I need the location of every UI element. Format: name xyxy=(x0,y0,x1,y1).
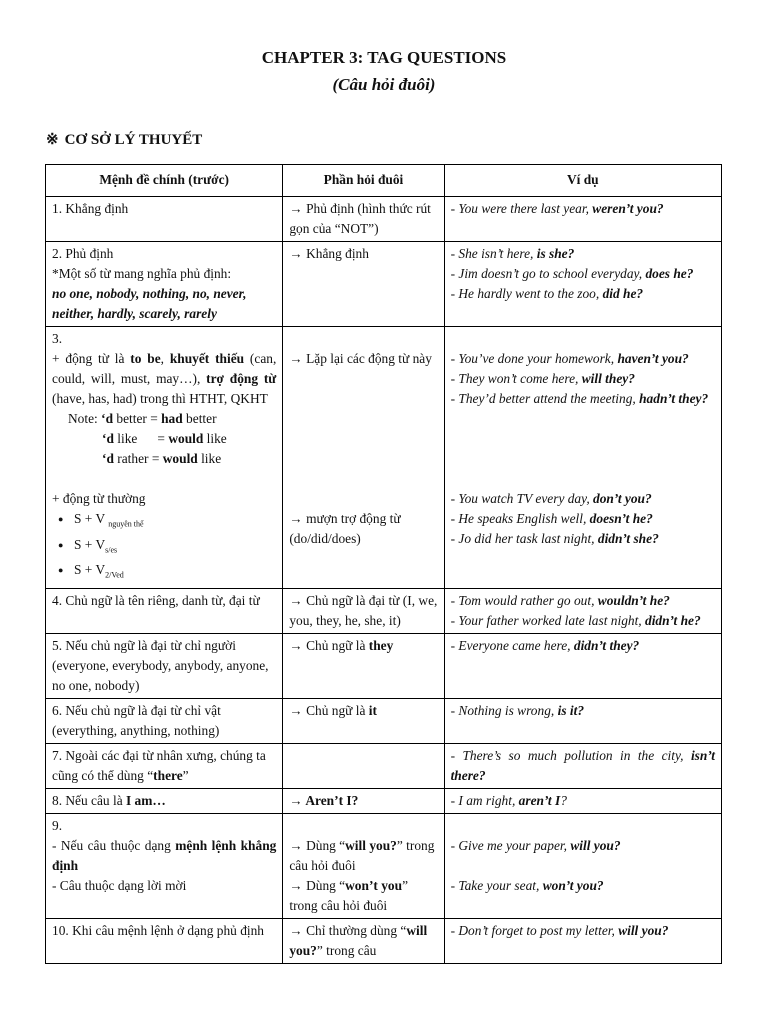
table-row xyxy=(46,744,722,789)
header-example: Ví dụ xyxy=(444,165,721,197)
example-line: - Give me your paper, will you? xyxy=(450,838,621,854)
tag-question-table xyxy=(45,164,722,964)
section-heading xyxy=(46,130,202,149)
reference-mark-icon: ※ xyxy=(46,132,59,148)
tag-cell: → Chủ ngữ là it xyxy=(283,699,444,744)
table-row xyxy=(46,589,722,634)
example-line: - You watch TV every day, don’t you? xyxy=(450,491,652,506)
tag-cell: → Phủ định (hình thức rút gọn của “NOT”) xyxy=(283,197,444,242)
rule-cell: 8. Nếu câu là I am… xyxy=(46,789,283,814)
example-cell: - Don’t forget to post my letter, will you? xyxy=(444,919,721,964)
chapter-title: CHAPTER 3: TAG QUESTIONS xyxy=(261,48,507,67)
rule-cell: 4. Chủ ngữ là tên riêng, danh từ, đại từ xyxy=(46,589,283,634)
example-cell: - Everyone came here, didn’t they? xyxy=(444,634,721,699)
example-line: - He hardly went to the zoo, did he? xyxy=(450,286,644,301)
table-row xyxy=(46,197,722,242)
rule-cell: 9. - Nếu câu thuộc dạng mệnh lệnh khẳng định - Câu thuộc dạng lời mời xyxy=(46,814,283,919)
table-row xyxy=(46,242,722,327)
example-cell xyxy=(444,242,721,327)
example-line: - Take your seat, won’t you? xyxy=(450,878,604,894)
table-row xyxy=(46,814,722,919)
table-row xyxy=(46,634,722,699)
example-line: - They’d better attend the meeting, hadn’t they? xyxy=(450,391,709,406)
example-line: - Your father worked late last night, didn’t he? xyxy=(450,613,701,629)
bullet-item: ● $S + V_{2/Ved}$ xyxy=(52,560,276,586)
example-cell xyxy=(444,814,721,919)
header-tag: Phần hỏi đuôi xyxy=(283,165,444,197)
example-line: - He speaks English well, doesn’t he? xyxy=(450,511,653,526)
tag-cell: → Chủ ngữ là đại từ (I, we, you, they, he, she, it) xyxy=(283,589,444,634)
note-line: Note: ‘d better = had better xyxy=(68,411,217,426)
header-main-clause: Mệnh đề chính (trước) xyxy=(46,165,283,197)
rule-cell: 7. Ngoài các đại từ nhân xưng, chúng ta cũng có thể dùng “there” xyxy=(46,744,283,789)
table-row xyxy=(46,327,722,589)
example-line: - They won’t come here, will they? xyxy=(450,371,635,386)
tag-cell: → Khẳng định xyxy=(283,242,444,327)
bullet-item: ● S + V $_{nguyên thể}$ xyxy=(52,509,276,535)
example-cell: - I am right, aren’t I? xyxy=(444,789,721,814)
table-header-row xyxy=(46,165,722,197)
rule-cell: 3. + động từ là to be, khuyết thiếu (can, could, will, must, may…), trợ động từ (have, has, had) trong thì HTHT, QKHT Note: ‘d better = had better ‘d like = would like ‘d rather = would like + động từ thường ● S + V $_{nguyên thể}$ ● $S + V_{s/es}$ ● $S + V_{2/Ved}$ xyxy=(46,327,283,589)
example-cell: - Nothing is wrong, is it? xyxy=(444,699,721,744)
note-line: ‘d rather = would like xyxy=(102,451,222,466)
rule-cell: 6. Nếu chủ ngữ là đại từ chỉ vật (everything, anything, nothing) xyxy=(46,699,283,744)
example-cell xyxy=(444,197,721,242)
table-row xyxy=(46,789,722,814)
example-line: - You were there last year, weren’t you? xyxy=(450,201,664,216)
table-row xyxy=(46,699,722,744)
example-cell: - There’s so much pollution in the city, isn’t there? xyxy=(444,744,721,789)
example-cell xyxy=(444,327,721,589)
rule-cell: 10. Khi câu mệnh lệnh ở dạng phủ định xyxy=(46,919,283,964)
table-row xyxy=(46,919,722,964)
tag-cell xyxy=(283,744,444,789)
rule-cell: 1. Khẳng định xyxy=(46,197,283,242)
example-line: - Jim doesn’t go to school everyday, does he? xyxy=(450,266,694,281)
rule-cell: 2. Phủ định *Một số từ mang nghĩa phủ định: no one, nobody, nothing, no, never, neither, hardly, scarely, rarely xyxy=(46,242,283,327)
tag-cell: → Dùng “will you?” trong câu hỏi đuôi → Dùng “won’t you” trong câu hỏi đuôi xyxy=(283,814,444,919)
chapter-subtitle: (Câu hỏi đuôi) xyxy=(332,75,436,94)
example-line: - Tom would rather go out, wouldn’t he? xyxy=(450,593,670,609)
note-line: ‘d like = would like xyxy=(102,431,227,446)
negative-words: no one, nobody, nothing, no, never, neither, hardly, scarely, rarely xyxy=(52,286,247,321)
tag-cell: → Chỉ thường dùng “will you?” trong câu xyxy=(283,919,444,964)
tag-cell: → Chủ ngữ là they xyxy=(283,634,444,699)
bullet-item: ● $S + V_{s/es}$ xyxy=(52,535,276,561)
tag-cell: → Aren’t I? xyxy=(283,789,444,814)
tag-cell: → Lặp lại các động từ này → mượn trợ động từ (do/did/does) xyxy=(283,327,444,589)
example-line: - You’ve done your homework, haven’t you? xyxy=(450,351,689,366)
example-line: - She isn’t here, is she? xyxy=(450,246,575,261)
section-label: CƠ SỞ LÝ THUYẾT xyxy=(64,132,203,148)
example-line: - Jo did her task last night, didn’t she? xyxy=(450,531,659,546)
example-cell xyxy=(444,589,721,634)
rule-cell: 5. Nếu chủ ngữ là đại từ chỉ người (everyone, everybody, anybody, anyone, no one, nobody) xyxy=(46,634,283,699)
